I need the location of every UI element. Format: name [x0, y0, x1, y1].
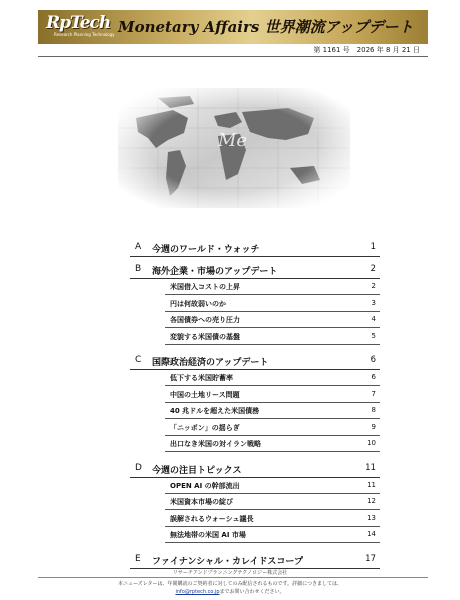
toc-section-letter: E — [135, 553, 141, 564]
toc-subsection-title: 中国の土地リース問題 — [170, 390, 240, 399]
toc-subsection-page: 2 — [371, 282, 376, 290]
toc-section-title: ファイナンシャル・カレイドスコープ — [152, 556, 303, 567]
toc-subsection-rule — [165, 402, 380, 403]
toc-subsection-page: 10 — [367, 439, 376, 447]
toc-section-page: 17 — [365, 553, 376, 564]
toc-section-letter: B — [135, 264, 142, 274]
toc-section-title: 今週のワールド・ウォッチ — [152, 245, 260, 255]
toc-subsection-page: 4 — [371, 315, 376, 323]
toc-subsection-title: 各国債券への売り圧力 — [170, 316, 240, 324]
toc-subsection-title: 誤解されるウォーシュ議長 — [170, 514, 254, 523]
toc-subsection-rule — [165, 344, 380, 345]
toc-subsection-rule — [165, 435, 380, 436]
newsletter-title: Monetary Affairs 世界潮流アップデート — [118, 18, 414, 36]
issue-info: 第 1161 号 2026 年 8 月 21 日 — [313, 46, 420, 54]
toc-subsection-rule — [165, 493, 380, 494]
logo-subtext: Research Planning Technology — [54, 32, 115, 37]
toc-section-letter: C — [135, 355, 142, 365]
toc-subsection-title: 低下する米国貯蓄率 — [170, 374, 233, 382]
toc-section[interactable] — [0, 554, 460, 569]
toc-subsection-page: 11 — [367, 480, 376, 489]
toc-subsection-page: 8 — [371, 406, 376, 414]
toc-subsection-title: 無法地帯の米国 AI 市場 — [170, 531, 246, 539]
toc-subsection-page: 12 — [367, 497, 376, 505]
toc-section-page: 2 — [370, 264, 376, 274]
toc-subsection-rule — [165, 294, 380, 295]
toc-section[interactable] — [0, 463, 460, 478]
toc-section-letter: A — [135, 242, 142, 252]
toc-section-rule — [130, 369, 380, 370]
toc-subsection-rule — [165, 418, 380, 419]
toc-subsection-page: 6 — [371, 373, 376, 381]
toc-subsection-title: 米国借入コストの上昇 — [170, 283, 240, 291]
toc-subsection-rule — [165, 327, 380, 328]
footer-notice-line1: 本ニューズレターは、年間購読のご契約者に対してのみ配信されるものです。詳細につきましては、 — [117, 581, 343, 587]
toc-subsection-rule — [165, 451, 380, 452]
toc-subsection-title: 出口なき米国の対イラン戦略 — [170, 440, 261, 448]
footer-notice — [0, 580, 460, 596]
footer-email-link[interactable]: info@rptech.co.jp — [175, 589, 220, 595]
toc-section-letter: D — [135, 462, 142, 473]
toc-section-page: 6 — [370, 355, 376, 365]
toc-subsection-page: 9 — [371, 422, 376, 431]
toc-subsection-page: 14 — [367, 530, 376, 538]
toc-section-title: 今週の注目トピックス — [152, 465, 242, 476]
toc-subsection-page: 13 — [367, 513, 376, 522]
toc-subsection-title: 40 兆ドルを超えた米国債務 — [170, 407, 260, 415]
footer-company: リサーチアンドプランニングテクノロジー株式会社 — [172, 570, 288, 576]
toc-section-page: 1 — [370, 242, 376, 252]
toc-subsection-rule — [165, 385, 380, 386]
footer-divider — [38, 577, 428, 578]
toc-subsection-page: 5 — [371, 331, 376, 340]
toc-section[interactable] — [0, 264, 460, 279]
toc-section-rule — [130, 256, 380, 257]
toc-section-title: 国際政治経済のアップデート — [152, 358, 269, 368]
toc-subsection-rule — [165, 526, 380, 527]
toc-subsection-rule — [165, 311, 380, 312]
toc-section-page: 11 — [365, 462, 376, 473]
toc-subsection-title: 「ニッポン」の揺らぎ — [170, 423, 240, 432]
toc-section[interactable] — [0, 242, 460, 257]
toc-section[interactable] — [0, 355, 460, 370]
toc-section-title: 海外企業・市場のアップデート — [152, 267, 278, 277]
footer-notice-line2: までお問い合わせください。 — [219, 589, 285, 595]
toc-subsection-page: 3 — [371, 298, 376, 307]
toc-section-rule — [130, 477, 380, 478]
logo-text: RpTech — [46, 13, 111, 33]
toc-subsection-title: OPEN AI の幹部流出 — [170, 481, 240, 490]
toc-subsection-title: 円は何故弱いのか — [170, 299, 226, 308]
toc-subsection-title: 米国資本市場の綻び — [170, 498, 233, 506]
toc-subsection-page: 7 — [371, 389, 376, 398]
toc-subsection-title: 変貌する米国債の基盤 — [170, 332, 240, 341]
toc-section-rule — [130, 278, 380, 279]
toc-subsection-rule — [165, 542, 380, 543]
toc-subsection-rule — [165, 509, 380, 510]
